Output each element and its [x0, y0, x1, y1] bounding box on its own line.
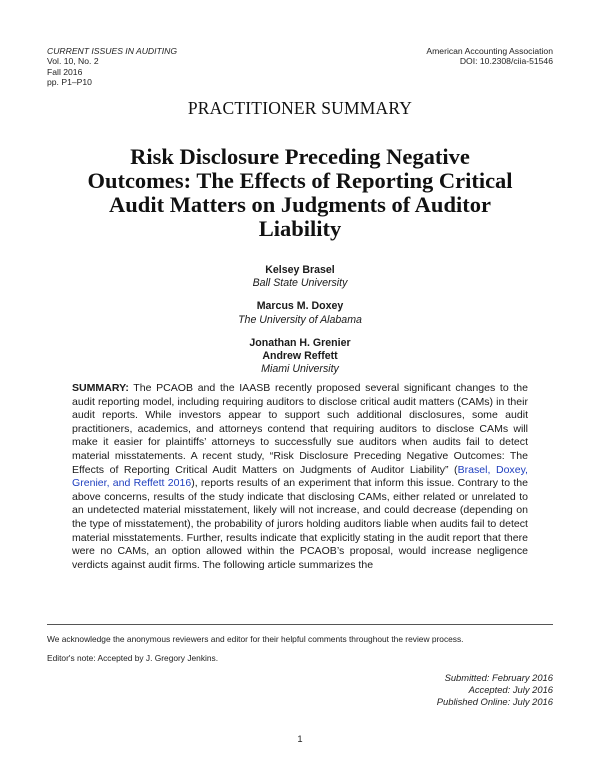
- summary-paragraph: [72, 382, 528, 572]
- page-number: 1: [297, 733, 303, 744]
- publisher-name: American Accounting Association: [426, 46, 553, 56]
- summary-text: The PCAOB and the IAASB recently proposed several significant changes to the audit reporting model, including requiring auditors to disclose critical audit matters (CAMs) in their audit reports. While investors appear to support such additional disclosures, some audit practitioners, academics, and attorneys contend that requiring auditors to disclose CAMs will make it easier for plaintiffs’ attorneys to successfully sue auditors when audits fail to detect material misstatements. A recent study, “Risk Disclosure Preceding Negative Outcomes: The Effects of Reporting Critical Audit Matters on Judgments of Auditor Liability” (: [72, 382, 528, 476]
- journal-name: CURRENT ISSUES IN AUDITING: [47, 46, 178, 56]
- summary-heading: SUMMARY:: [72, 382, 129, 394]
- publication-dates: [437, 672, 553, 708]
- journal-season: Fall 2016: [47, 66, 83, 77]
- publisher-info: [426, 46, 553, 67]
- author-block: [0, 264, 600, 290]
- footnotes: [47, 633, 567, 671]
- footnote-editor-note: Editor's note: Accepted by J. Gregory Jenkins.: [47, 652, 219, 663]
- date-published: Published Online: July 2016: [436, 696, 553, 707]
- date-submitted: Submitted: February 2016: [444, 672, 553, 683]
- date-accepted: Accepted: July 2016: [468, 684, 553, 695]
- author-block: [0, 337, 600, 377]
- article-title: Risk Disclosure Preceding Negative Outcomes: The Effects of Reporting Critical Audit Matters on Judgments of Auditor Liability: [87, 144, 513, 241]
- journal-info: [47, 46, 177, 88]
- author-affiliation: The University of Alabama: [238, 313, 362, 326]
- author-name: Jonathan H. Grenier: [249, 336, 351, 349]
- summary-text-continued: ), reports results of an experiment that inform this issue. Contrary to the above concerns, results of the study indicate that disclosing CAMs, either related or unrelated to an undetected material misstatement, likely will not increase, and could decrease (depending on the type of misstatement), the probability of jurors holding auditors liable when audits fail to detect material misstatements. Further, results indicate that explicitly stating in the audit report that there were no CAMs, an option allowed within the PCAOB’s proposal, would increase negligence verdicts against audit firms. The following article summarizes the: [72, 477, 529, 571]
- author-affiliation: Miami University: [261, 363, 339, 376]
- author-list: [0, 264, 600, 386]
- citation-link[interactable]: Brasel, Doxey, Grenier, and Reffett 2016: [72, 463, 528, 490]
- footnote-divider: [47, 624, 553, 625]
- doi[interactable]: DOI: 10.2308/ciia-51546: [459, 56, 553, 67]
- journal-volume: Vol. 10, No. 2: [47, 56, 99, 67]
- author-block: [0, 300, 600, 326]
- author-affiliation: Ball State University: [252, 277, 348, 290]
- author-name: Kelsey Brasel: [265, 264, 335, 276]
- journal-pages: pp. P1–P10: [47, 77, 92, 88]
- author-name: Marcus M. Doxey: [256, 300, 344, 313]
- author-name: Andrew Reffett: [262, 350, 338, 363]
- section-label: PRACTITIONER SUMMARY: [187, 98, 413, 118]
- footnote-acknowledgment: We acknowledge the anonymous reviewers and editor for their helpful comments throughout the review process.: [47, 634, 464, 644]
